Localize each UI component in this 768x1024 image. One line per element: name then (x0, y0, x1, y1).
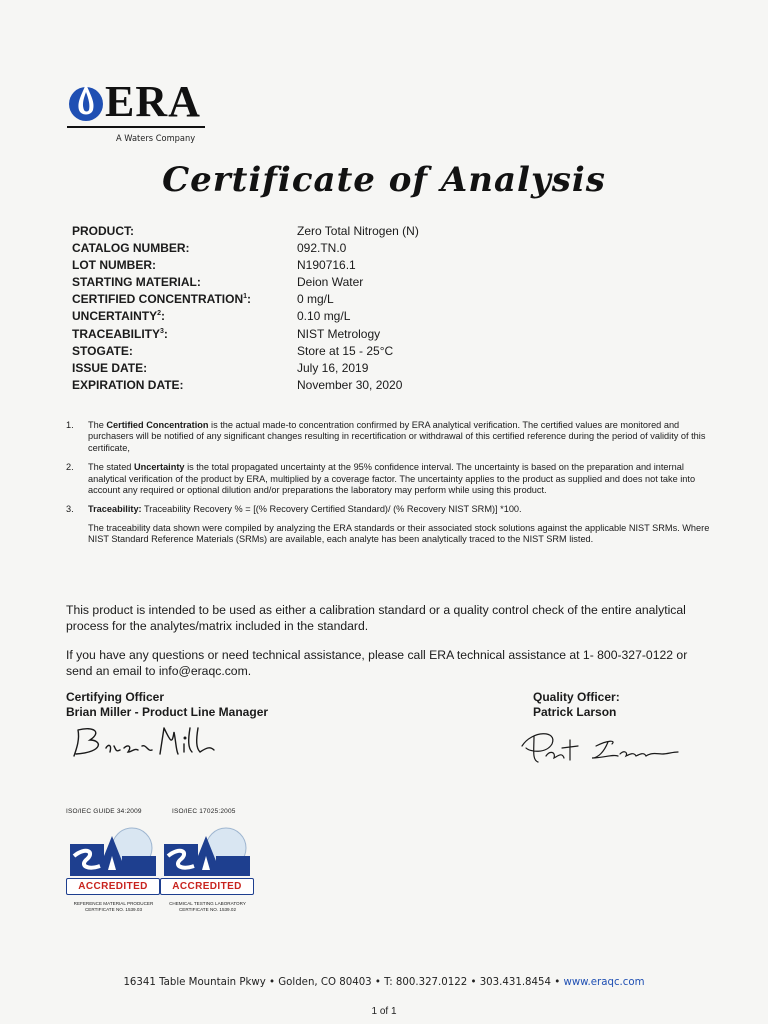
water-drop-icon (67, 80, 105, 122)
logo-brand: ERA (105, 77, 201, 126)
officer-title: Quality Officer: (533, 690, 620, 704)
quality-officer (533, 690, 620, 720)
officer-name: Brian Miller - Product Line Manager (66, 705, 269, 719)
footnote-number: 2. (66, 462, 74, 473)
field-value: NIST Metrology (297, 326, 381, 341)
field-value: N190716.1 (297, 258, 356, 273)
footnote-text: The stated Uncertainty is the total propagated uncertainty at the 95% confidence interval. The uncertainty is based on the preparation and internal analytical verification of the product by ERA, multiplied by a coverage factor. The uncertainty applies to the product as supplied and does not take into account any required or optional dilution and/or preparations the laboratory may perform while using this product. (88, 462, 696, 496)
accredited-label: ACCREDITED (160, 878, 254, 895)
field-label: TRACEABILITY$^3$: (72, 326, 168, 341)
field-row (72, 326, 712, 343)
footnote-number: 3. (66, 504, 74, 515)
officer-title: Certifying Officer (66, 690, 165, 704)
quality-officer-signature (512, 724, 688, 772)
field-label: EXPIRATION DATE: (72, 377, 184, 392)
field-row (72, 360, 712, 377)
a2la-logo-icon (66, 826, 161, 884)
field-value: November 30, 2020 (297, 377, 403, 392)
website-link[interactable]: www.eraqc.com (563, 977, 645, 988)
field-row (72, 343, 712, 360)
field-label: PRODUCT: (72, 224, 134, 238)
field-row (72, 377, 712, 394)
footnote-number: 1. (66, 420, 74, 430)
field-row (72, 257, 712, 274)
field-value: 092.TN.0 (297, 241, 347, 256)
field-value: 0 mg/L (297, 292, 334, 307)
field-label: STARTING MATERIAL: (72, 275, 201, 290)
iso-label: ISO/IEC 17025:2005 (172, 808, 236, 815)
field-row (72, 274, 712, 291)
accredited-label: ACCREDITED (66, 878, 160, 895)
page-number: 1 of 1 (371, 1006, 397, 1017)
footnotes (66, 420, 711, 554)
footnote-1 (66, 420, 711, 454)
a2la-logo-icon (160, 826, 255, 884)
field-label: LOT NUMBER: (72, 258, 156, 273)
logo-divider (67, 126, 205, 128)
contact-paragraph: If you have any questions or need technical assistance, please call ERA technical assistance at 1- 800-327-0122 or send an email to info@eraqc.com. (66, 648, 688, 678)
footnote-text: Traceability: Traceability Recovery % = [(% Recovery Certified Standard)/ (% Recovery NIST SRM)] *100. (88, 504, 522, 515)
address-text: 16341 Table Mountain Pkwy • Golden, CO 80403 • T: 800.327.0122 • 303.431.8454 • (123, 977, 564, 988)
field-value: July 16, 2019 (297, 360, 369, 375)
field-value: Zero Total Nitrogen (N) (297, 224, 419, 238)
field-value: 0.10 mg/L (297, 309, 351, 324)
field-row (72, 240, 712, 257)
officer-name: Patrick Larson (533, 705, 617, 719)
footnote-text-continued: The traceability data shown were compiled by analyzing the ERA standards or their associated stock solutions against the applicable NIST SRMs. Where NIST Standard Reference Materials (SRMs) are available, each analyte has been analytically traced to the NIST SRM listed. (88, 522, 710, 545)
field-row (72, 308, 712, 325)
accreditation-badge-lab (160, 808, 255, 918)
certifying-officer (66, 690, 268, 720)
iso-label: ISO/IEC GUIDE 34:2009 (66, 808, 142, 815)
field-value: Store at 15 - 25°C (297, 343, 394, 358)
footnote-3 (66, 504, 711, 545)
field-label: UNCERTAINTY$^2$: (72, 309, 166, 324)
field-value: Deion Water (297, 275, 364, 290)
intended-use-paragraph: This product is intended to be used as either a calibration standard or a quality control check of the entire analytical process for the analytes/matrix included in the standard. (66, 603, 686, 633)
field-row (72, 291, 712, 308)
logo-tagline: A Waters Company (116, 134, 196, 144)
footnote-2 (66, 462, 711, 496)
era-logo (67, 78, 207, 153)
accreditation-caption: CHEMICAL TESTING LABORATORY CERTIFICATE NO. 1539.02 (169, 901, 246, 912)
field-label: STOGATE: (72, 343, 133, 358)
footnote-text: The Certified Concentration is the actual made-to concentration confirmed by ERA analytical verification. The certified values are monitored and purchasers will be notified of any significant changes resulting in recertification or withdrawal of this certified reference during the period of validity of this certificate, (88, 420, 706, 453)
field-row (72, 223, 712, 240)
product-details (72, 223, 712, 394)
accreditation-badge-rmp (66, 808, 161, 918)
field-label: CATALOG NUMBER: (72, 241, 190, 256)
field-label: CERTIFIED CONCENTRATION$^1$: (72, 292, 252, 307)
page-title: Certificate of Analysis (162, 160, 606, 200)
field-label: ISSUE DATE: (72, 360, 148, 375)
accreditation-caption: REFERENCE MATERIAL PRODUCER CERTIFICATE NO. 1539.03 (73, 901, 154, 912)
certifying-officer-signature (68, 722, 228, 764)
footer-address (0, 977, 768, 988)
